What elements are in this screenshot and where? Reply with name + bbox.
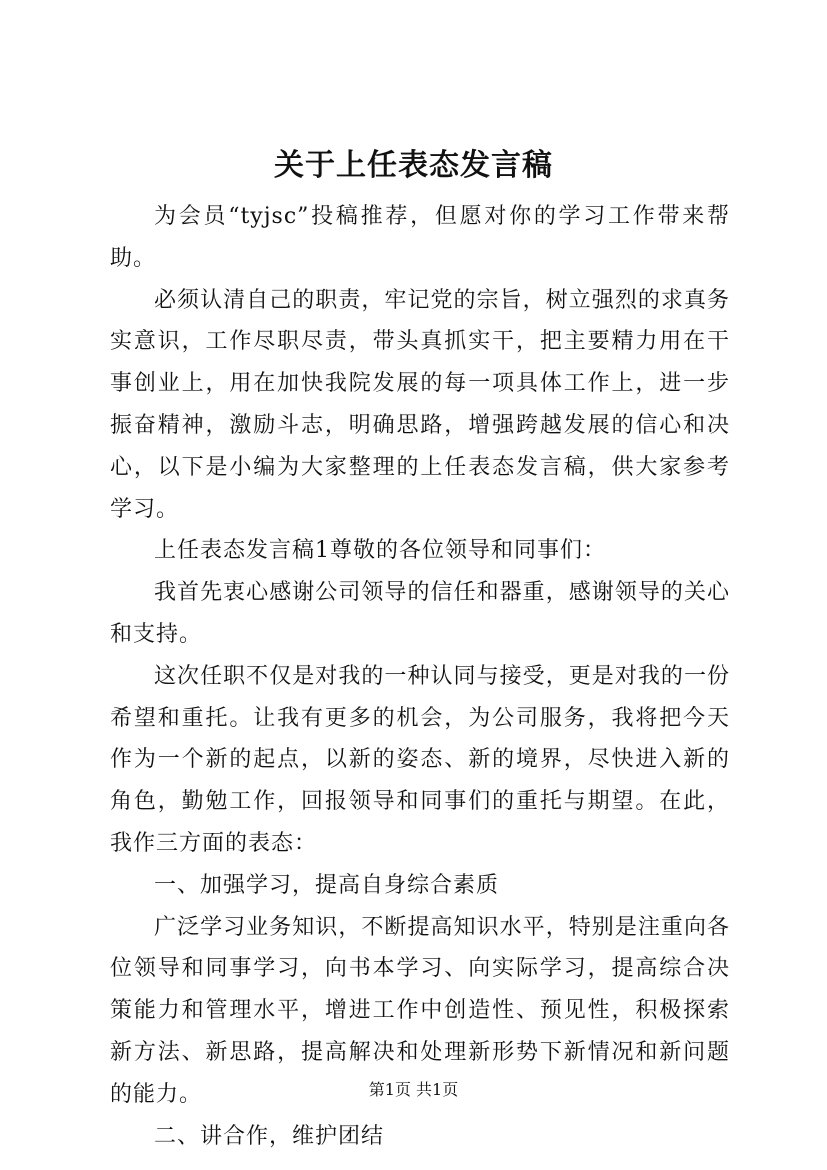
section-heading: 二、讲合作，维护团结 bbox=[154, 1123, 385, 1149]
paragraph: 上任表态发言稿1尊敬的各位领导和同事们： bbox=[154, 538, 606, 564]
paragraph: 为会员“tyjsc”投稿推荐，但愿对你的学习工作带来帮助。 bbox=[110, 204, 730, 271]
paragraph: 我首先衷心感谢公司领导的信任和器重，感谢领导的关心和支持。 bbox=[110, 580, 730, 647]
paragraph: 广泛学习业务知识，不断提高知识水平，特别是注重向各位领导和同事学习，向书本学习、向实际学习，提高综合决策能力和管理水平，增进工作中创造性、预见性，积极探索新方法、新思路，提高解决和处理新形势下新情况和新问题的能力。 bbox=[110, 914, 730, 1107]
paragraph: 必须认清自己的职责，牢记党的宗旨，树立强烈的求真务实意识，工作尽职尽责，带头真抓实干，把主要精力用在干事创业上，用在加快我院发展的每一项具体工作上，进一步振奋精神，激励斗志，明确思路，增强跨越发展的信心和决心，以下是小编为大家整理的上任表态发言稿，供大家参考学习。 bbox=[110, 287, 730, 522]
page-number-footer: 第1页 共1页 bbox=[368, 1080, 459, 1099]
paragraph: 这次任职不仅是对我的一种认同与接受，更是对我的一份希望和重托。让我有更多的机会，为公司服务，我将把今天作为一个新的起点，以新的姿态、新的境界，尽快进入新的角色，勤勉工作，回报领导和同事们的重托与期望。在此，我作三方面的表态： bbox=[110, 663, 730, 856]
document-title: 关于上任表态发言稿 bbox=[274, 148, 553, 183]
document-body bbox=[110, 196, 730, 1157]
section-heading: 一、加强学习，提高自身综合素质 bbox=[154, 872, 500, 898]
